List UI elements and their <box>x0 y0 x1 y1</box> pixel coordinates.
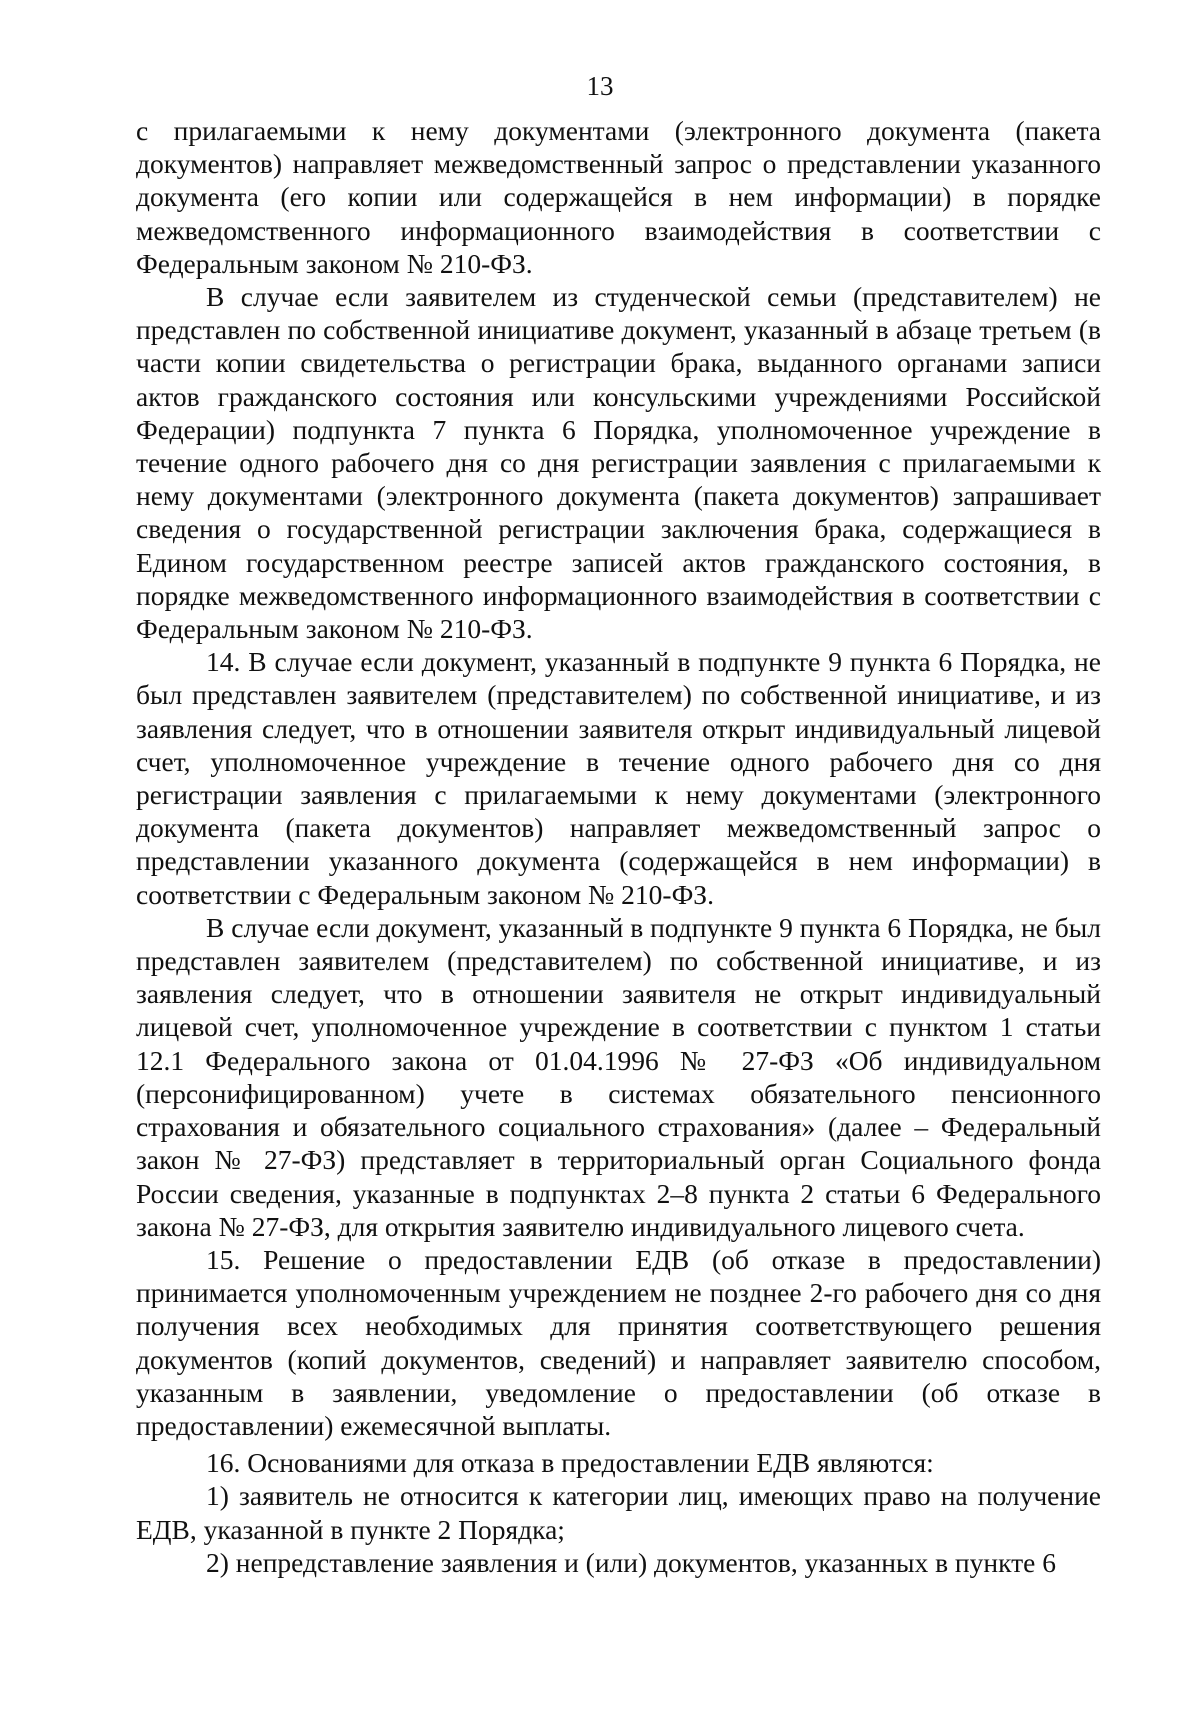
paragraph-item-15: 15. Решение о предоставлении ЕДВ (об отказе в предоставлении) принимается уполномоченным учреждением не позднее 2-го рабочего дня со дня получения всех необходимых для принятия соответствующего решения документов (копий документов, сведений) и направляет заявителю способом, указанным в заявлении, уведомление о предоставлении (об отказе в предоставлении) ежемесячной выплаты. <box>136 1243 1101 1441</box>
paragraph: В случае если заявителем из студенческой семьи (представителем) не представлен по собственной инициативе документ, указанный в абзаце третьем (в части копии свидетельства о регистрации брака, выданного органами записи актов гражданского состояния или консульскими учреждениями Российской Федерации) подпункта 7 пункта 6 Порядка, уполномоченное учреждение в течение одного рабочего дня со дня регистрации заявления с прилагаемыми к нему документами (электронного документа (пакета документов) запрашивает сведения о государственной регистрации заключения брака, содержащиеся в Едином государственном реестре записей актов гражданского состояния, в порядке межведомственного информационного взаимодействия в соответствии с Федеральным законом № 210-ФЗ. <box>136 281 1101 645</box>
paragraph: В случае если документ, указанный в подпункте 9 пункта 6 Порядка, не был представлен заявителем (представителем) по собственной инициативе, и из заявления следует, что в отношении заявителя не открыт индивидуальный лицевой счет, уполномоченное учреждение в соответствии с пунктом 1 статьи 12.1 Федерального закона от 01.04.1996 № 27-ФЗ «Об индивидуальном (персонифицированном) учете в системах обязательного пенсионного страхования и обязательного социального страхования» (далее – Федеральный закон № 27-ФЗ) представляет в территориальный орган Социального фонда России сведения, указанные в подпунктах 2–8 пункта 2 статьи 6 Федерального закона № 27-ФЗ, для открытия заявителю индивидуального лицевого счета. <box>136 911 1101 1242</box>
list-item-1: 1) заявитель не относится к категории лиц, имеющих право на получение ЕДВ, указанной в пункте 2 Порядка; <box>136 1480 1101 1545</box>
page-number: 13 <box>586 71 614 101</box>
paragraph-item-14: 14. В случае если документ, указанный в подпункте 9 пункта 6 Порядка, не был представлен заявителем (представителем) по собственной инициативе, и из заявления следует, что в отношении заявителя открыт индивидуальный лицевой счет, уполномоченное учреждение в течение одного рабочего дня со дня регистрации заявления с прилагаемыми к нему документами (электронного документа (пакета документов) направляет межведомственный запрос о представлении указанного документа (содержащейся в нем информации) в соответствии с Федеральным законом № 210-ФЗ. <box>136 646 1101 910</box>
paragraph-continuation: с прилагаемыми к нему документами (электронного документа (пакета документов) направляет межведомственный запрос о представлении указанного документа (его копии или содержащейся в нем информации) в порядке межведомственного информационного взаимодействия в соответствии с Федеральным законом № 210-ФЗ. <box>136 115 1101 279</box>
paragraph-item-16: 16. Основаниями для отказа в предоставлении ЕДВ являются: <box>206 1447 934 1479</box>
document-body <box>136 114 1101 1579</box>
list-item-2: 2) непредставление заявления и (или) документов, указанных в пункте 6 <box>206 1546 1056 1578</box>
